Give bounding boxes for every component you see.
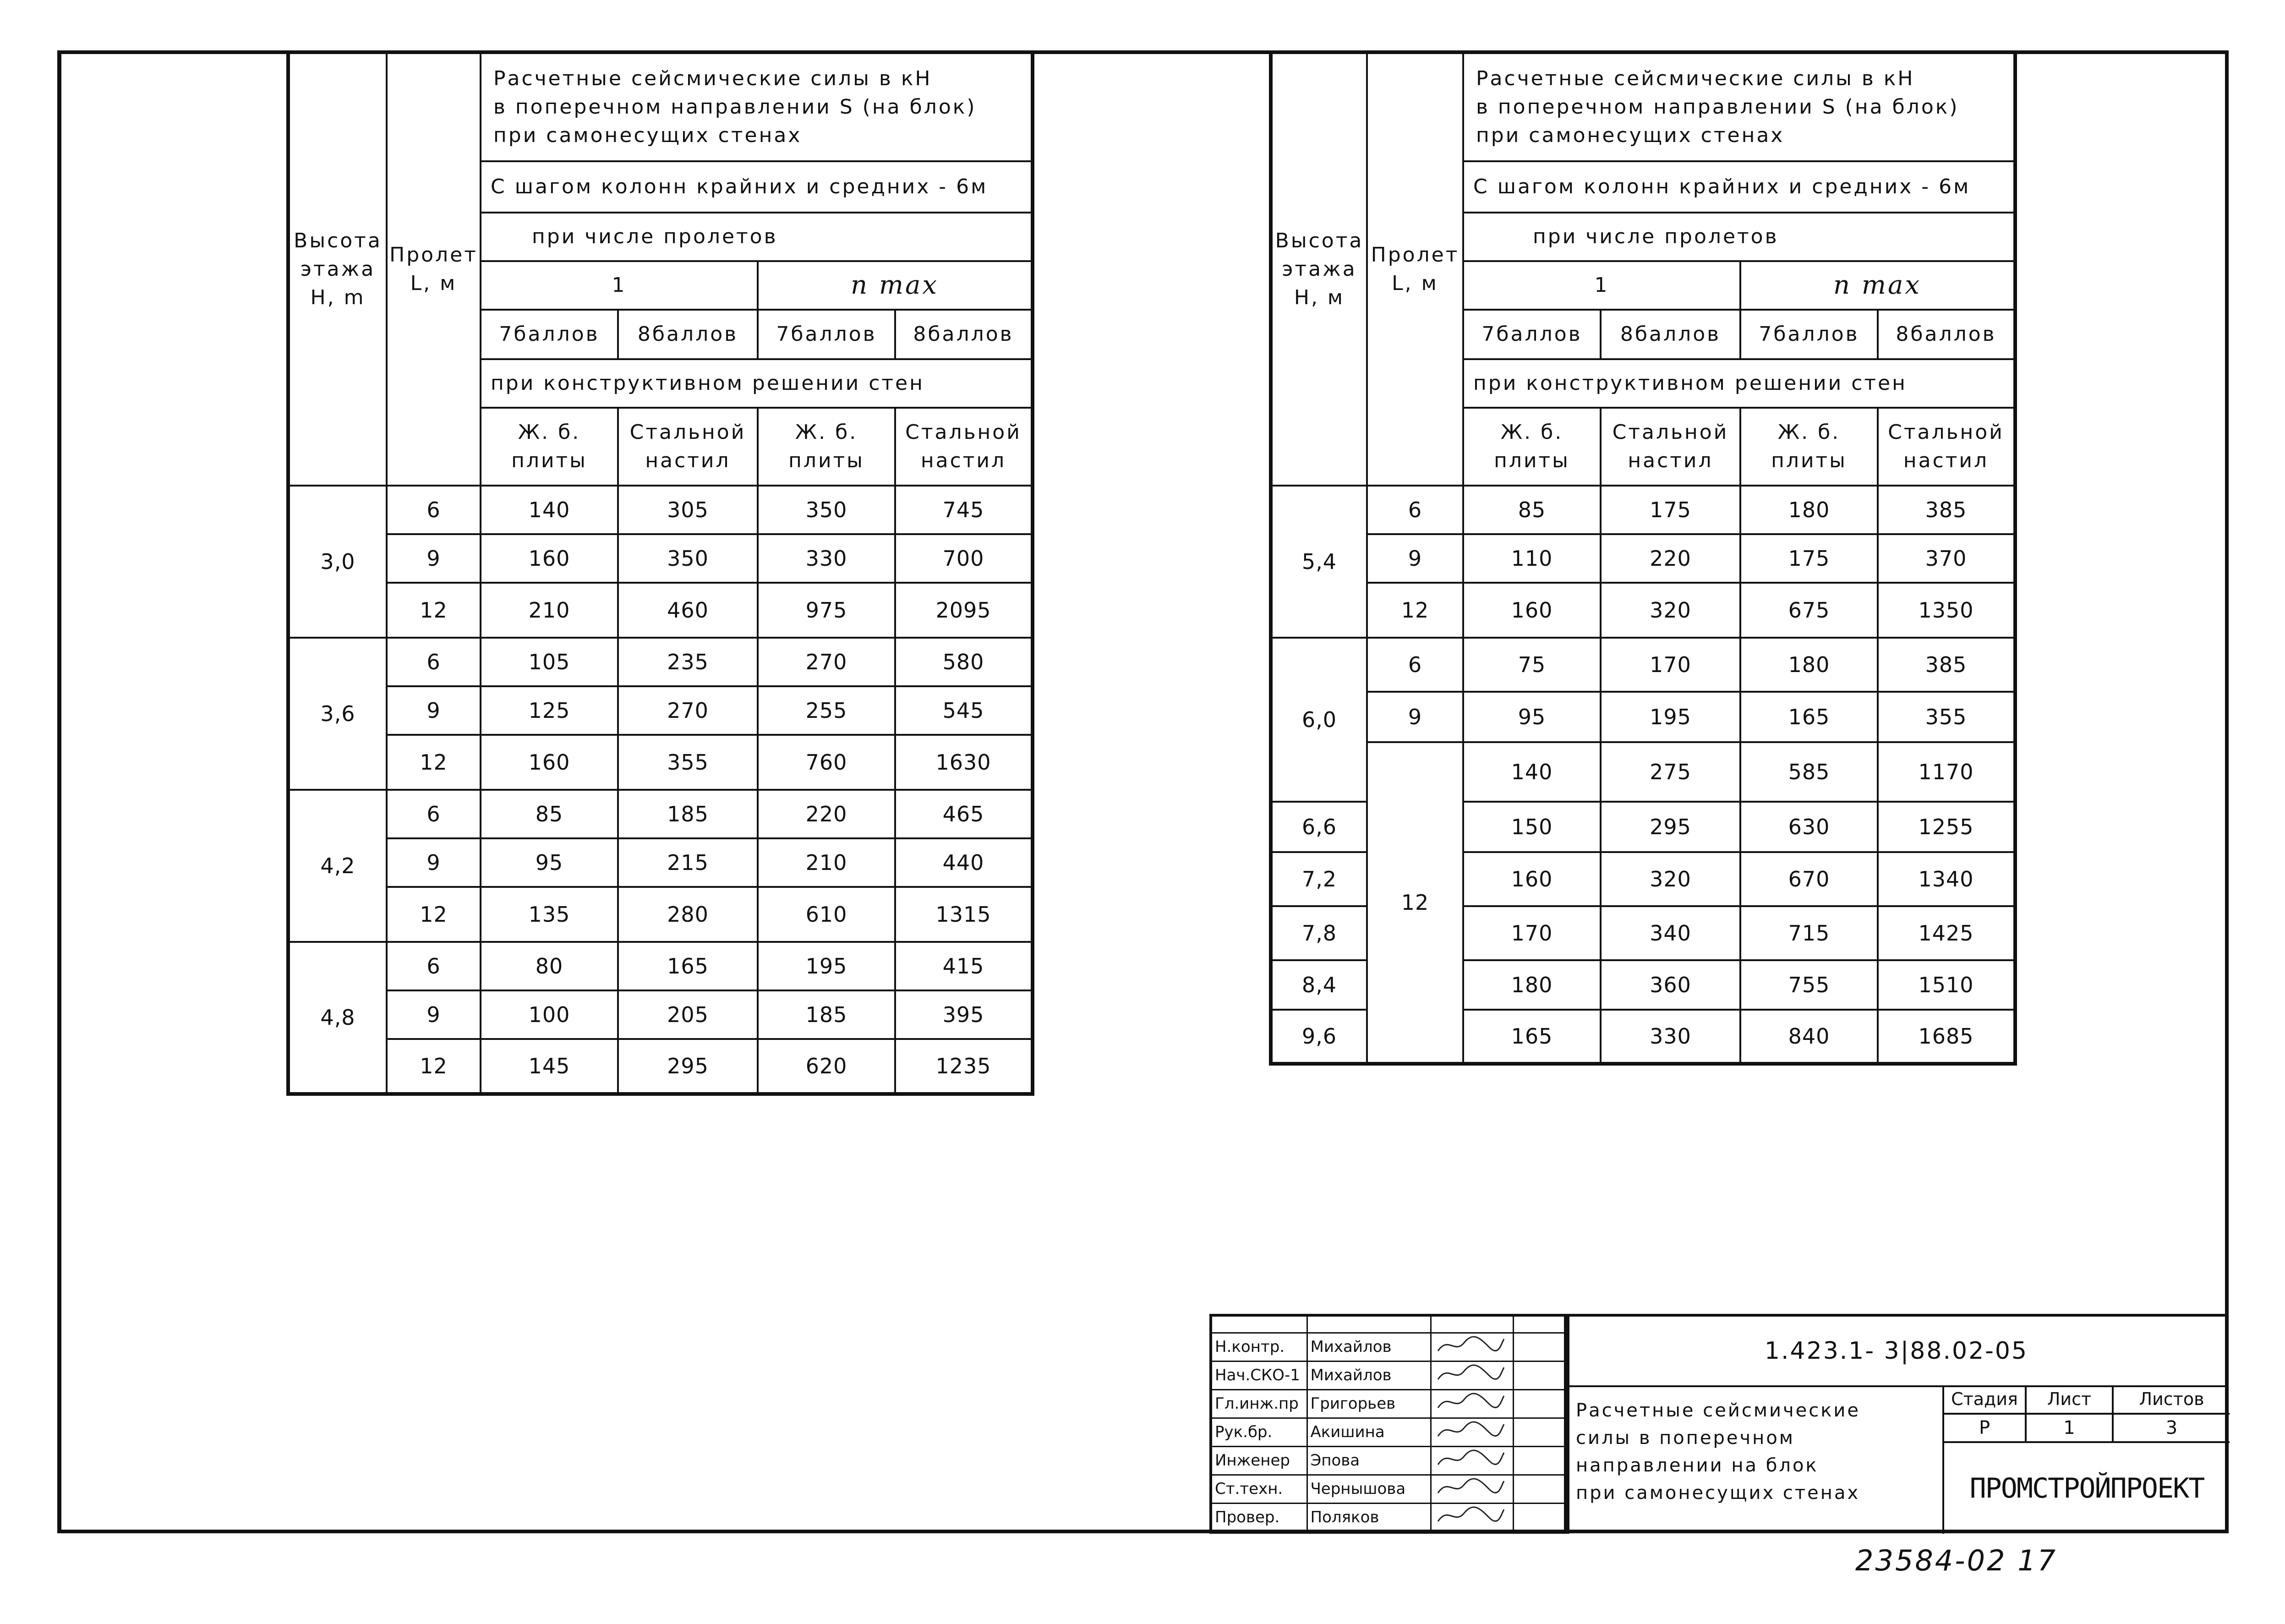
span-cell: 9: [387, 838, 481, 887]
stamp-name: Чернышова: [1307, 1475, 1431, 1503]
table-row: [288, 1039, 1033, 1094]
seismic-forces-table-right: [1269, 50, 2017, 1066]
signature-icon: [1434, 1476, 1508, 1498]
steel-deck-header: Стальной настил: [1878, 408, 2015, 486]
organization-name: ПРОМСТРОЙПРОЕКТ: [1943, 1442, 2230, 1534]
force-value-cell: 1425: [1878, 906, 2015, 960]
signature-cell: [1431, 1333, 1513, 1361]
title-line-1: Расчетные сейсмические силы в кН: [493, 67, 932, 90]
force-value-cell: 580: [895, 638, 1033, 686]
rc-slabs-header: Ж. б. плиты: [1463, 408, 1601, 486]
force-value-cell: 205: [618, 990, 758, 1039]
height-cell: 3,0: [288, 486, 387, 638]
stamp-date-cell: [1513, 1475, 1568, 1503]
force-value-cell: 1350: [1878, 583, 2015, 638]
force-value-cell: 255: [758, 686, 895, 735]
force-value-cell: 760: [758, 735, 895, 790]
force-value-cell: 165: [1463, 1010, 1601, 1064]
span-cell: 12: [1367, 583, 1463, 638]
force-value-cell: 95: [1463, 692, 1601, 742]
signature-cell: [1431, 1475, 1513, 1503]
height-cell: 6,6: [1271, 802, 1367, 852]
force-value-cell: 700: [895, 534, 1033, 583]
steel-deck-header: Стальной настил: [895, 408, 1033, 486]
stamp-role: Н.контр.: [1211, 1333, 1307, 1361]
sheets-label: Листов: [2113, 1385, 2230, 1414]
table-row: [288, 638, 1033, 686]
force-value-cell: 220: [1601, 534, 1740, 583]
document-description: [1576, 1397, 1942, 1507]
force-value-cell: 340: [1601, 906, 1740, 960]
steel-deck-header: Стальной настил: [1601, 408, 1740, 486]
intensity-7-header: 7баллов: [758, 310, 895, 359]
span-cell: 9: [1367, 692, 1463, 742]
table-row: [1271, 583, 2015, 638]
height-cell: 7,8: [1271, 906, 1367, 960]
table-row: [288, 735, 1033, 790]
span-cell: 6: [387, 486, 481, 534]
force-value-cell: 440: [895, 838, 1033, 887]
spans-nmax-header: n max: [758, 261, 1033, 310]
stamp-date-cell: [1513, 1389, 1568, 1418]
span-cell: 12: [387, 887, 481, 942]
force-value-cell: 630: [1740, 802, 1878, 852]
stamp-blank-cell: [1211, 1315, 1307, 1333]
force-value-cell: 1235: [895, 1039, 1033, 1094]
force-value-cell: 295: [1601, 802, 1740, 852]
force-value-cell: 840: [1740, 1010, 1878, 1064]
column-step-header: С шагом колонн крайних и средних - 6м: [1463, 161, 2015, 213]
height-cell: 3,6: [288, 638, 387, 790]
signature-icon: [1434, 1419, 1508, 1442]
force-value-cell: 275: [1601, 742, 1740, 802]
stamp-header-row: [1211, 1315, 1568, 1333]
table-row: [288, 686, 1033, 735]
description-line-3: направлении на блок: [1576, 1455, 1819, 1476]
force-value-cell: 330: [758, 534, 895, 583]
force-value-cell: 140: [1463, 742, 1601, 802]
force-value-cell: 160: [1463, 583, 1601, 638]
height-cell: 6,0: [1271, 638, 1367, 802]
stamp-row: [1211, 1418, 1568, 1446]
stamp-name: Михайлов: [1307, 1361, 1431, 1389]
force-value-cell: 975: [758, 583, 895, 638]
stamp-row: [1211, 1503, 1568, 1532]
intensity-8-header: 8баллов: [1601, 310, 1740, 359]
force-value-cell: 610: [758, 887, 895, 942]
stamp-role: Инженер: [1211, 1446, 1307, 1475]
force-value-cell: 270: [618, 686, 758, 735]
force-value-cell: 465: [895, 790, 1033, 838]
force-value-cell: 195: [1601, 692, 1740, 742]
force-value-cell: 215: [618, 838, 758, 887]
description-line-1: Расчетные сейсмические: [1576, 1400, 1860, 1421]
force-value-cell: 270: [758, 638, 895, 686]
stamp-role: Провер.: [1211, 1503, 1307, 1532]
force-value-cell: 85: [481, 790, 618, 838]
signature-cell: [1431, 1418, 1513, 1446]
force-value-cell: 110: [1463, 534, 1601, 583]
force-value-cell: 160: [481, 735, 618, 790]
force-value-cell: 280: [618, 887, 758, 942]
stamp-row: [1211, 1475, 1568, 1503]
signature-icon: [1434, 1334, 1508, 1356]
force-value-cell: 715: [1740, 906, 1878, 960]
sheets-value: 3: [2113, 1414, 2230, 1442]
force-value-cell: 170: [1601, 638, 1740, 692]
archive-number: 23584-02 17: [1855, 1544, 2058, 1577]
force-value-cell: 305: [618, 486, 758, 534]
stamp-role: Рук.бр.: [1211, 1418, 1307, 1446]
stamp-name: Акишина: [1307, 1418, 1431, 1446]
steel-deck-header: Стальной настил: [618, 408, 758, 486]
force-value-cell: 95: [481, 838, 618, 887]
signature-icon: [1434, 1447, 1508, 1470]
stamp-blank-cell: [1431, 1315, 1513, 1333]
stamp-role: Нач.СКО-1: [1211, 1361, 1307, 1389]
force-value-cell: 585: [1740, 742, 1878, 802]
stamp-role: Гл.инж.пр: [1211, 1389, 1307, 1418]
table-row: [1271, 534, 2015, 583]
intensity-8-header: 8баллов: [618, 310, 758, 359]
force-value-cell: 220: [758, 790, 895, 838]
force-value-cell: 1630: [895, 735, 1033, 790]
force-value-cell: 165: [618, 942, 758, 990]
height-cell: 5,4: [1271, 486, 1367, 638]
force-value-cell: 755: [1740, 960, 1878, 1010]
force-value-cell: 385: [1878, 638, 2015, 692]
description-line-4: при самонесущих стенах: [1576, 1482, 1860, 1504]
table-row: [288, 486, 1033, 534]
height-header-text: Высота этажа Н, м: [1275, 229, 1364, 309]
signature-cell: [1431, 1389, 1513, 1418]
stamp-row: [1211, 1389, 1568, 1418]
height-header-text: Высота этажа Н, m: [294, 229, 382, 309]
signature-cell: [1431, 1361, 1513, 1389]
span-cell: 6: [1367, 486, 1463, 534]
stamp-name: Эпова: [1307, 1446, 1431, 1475]
span-cell: 12: [387, 1039, 481, 1094]
sheet-label: Лист: [2026, 1385, 2113, 1414]
span-cell: 12: [387, 583, 481, 638]
description-line-2: силы в поперечном: [1576, 1427, 1795, 1449]
force-value-cell: 670: [1740, 852, 1878, 906]
force-value-cell: 140: [481, 486, 618, 534]
signature-cell: [1431, 1446, 1513, 1475]
seismic-forces-table-left: [286, 50, 1034, 1096]
force-value-cell: 1315: [895, 887, 1033, 942]
table-row: [288, 990, 1033, 1039]
force-value-cell: 295: [618, 1039, 758, 1094]
column-step-header: С шагом колонн крайних и средних - 6м: [481, 161, 1033, 213]
force-value-cell: 160: [1463, 852, 1601, 906]
force-value-cell: 75: [1463, 638, 1601, 692]
span-cell: 9: [1367, 534, 1463, 583]
title-line-3: при самонесущих стенах: [1476, 124, 1785, 147]
force-value-cell: 350: [618, 534, 758, 583]
force-value-cell: 320: [1601, 852, 1740, 906]
title-line-3: при самонесущих стенах: [493, 124, 802, 147]
rc-slabs-header: Ж. б. плиты: [1740, 408, 1878, 486]
stamp-role: Ст.техн.: [1211, 1475, 1307, 1503]
title-line-1: Расчетные сейсмические силы в кН: [1476, 67, 1915, 90]
intensity-8-header: 8баллов: [895, 310, 1033, 359]
signature-block: [1209, 1314, 1569, 1534]
force-value-cell: 320: [1601, 583, 1740, 638]
stamp-row: [1211, 1446, 1568, 1475]
wall-solution-header: при конструктивном решении стен: [481, 359, 1033, 408]
stamp-blank-cell: [1307, 1315, 1431, 1333]
span-header: [1367, 52, 1463, 486]
spans-one-header: 1: [481, 261, 758, 310]
stamp-blank-cell: [1513, 1315, 1568, 1333]
stamp-name: Поляков: [1307, 1503, 1431, 1532]
force-value-cell: 1340: [1878, 852, 2015, 906]
force-value-cell: 350: [758, 486, 895, 534]
force-value-cell: 105: [481, 638, 618, 686]
height-cell: 4,8: [288, 942, 387, 1094]
height-header: [288, 52, 387, 486]
stamp-row: [1211, 1333, 1568, 1361]
force-value-cell: 545: [895, 686, 1033, 735]
force-value-cell: 195: [758, 942, 895, 990]
span-cell: 6: [387, 638, 481, 686]
force-value-cell: 210: [481, 583, 618, 638]
intensity-7-header: 7баллов: [481, 310, 618, 359]
document-code: 1.423.1- 3|88.02-05: [1567, 1317, 2226, 1387]
force-value-cell: 185: [758, 990, 895, 1039]
force-value-cell: 180: [1740, 486, 1878, 534]
force-value-cell: 355: [1878, 692, 2015, 742]
force-value-cell: 1510: [1878, 960, 2015, 1010]
force-value-cell: 370: [1878, 534, 2015, 583]
signature-icon: [1434, 1390, 1508, 1413]
stamp-row: [1211, 1361, 1568, 1389]
force-value-cell: 385: [1878, 486, 2015, 534]
signature-cell: [1431, 1503, 1513, 1532]
force-value-cell: 180: [1463, 960, 1601, 1010]
span-cell: 9: [387, 990, 481, 1039]
force-value-cell: 1255: [1878, 802, 2015, 852]
force-value-cell: 160: [481, 534, 618, 583]
table-row: [1271, 692, 2015, 742]
force-value-cell: 1170: [1878, 742, 2015, 802]
stamp-date-cell: [1513, 1418, 1568, 1446]
table-row: [1271, 638, 2015, 692]
span-cell: 6: [387, 942, 481, 990]
force-value-cell: 150: [1463, 802, 1601, 852]
force-value-cell: 165: [1740, 692, 1878, 742]
table-title: [1463, 52, 2015, 161]
title-block-main: [1564, 1314, 2229, 1533]
table-row: [1271, 486, 2015, 534]
stage-label: Стадия: [1943, 1385, 2026, 1414]
force-value-cell: 210: [758, 838, 895, 887]
force-value-cell: 360: [1601, 960, 1740, 1010]
stage-value: Р: [1943, 1414, 2026, 1442]
force-value-cell: 395: [895, 990, 1033, 1039]
force-value-cell: 185: [618, 790, 758, 838]
force-value-cell: 80: [481, 942, 618, 990]
span-cell: 9: [387, 534, 481, 583]
title-line-2: в поперечном направлении S (на блок): [1476, 95, 1959, 119]
signature-icon: [1434, 1504, 1508, 1527]
force-value-cell: 175: [1740, 534, 1878, 583]
stamp-date-cell: [1513, 1361, 1568, 1389]
title-line-2: в поперечном направлении S (на блок): [493, 95, 977, 119]
height-cell: 9,6: [1271, 1010, 1367, 1064]
force-value-cell: 620: [758, 1039, 895, 1094]
spans-count-header: при числе пролетов: [481, 213, 1033, 261]
spans-count-header: при числе пролетов: [1463, 213, 2015, 261]
force-value-cell: 745: [895, 486, 1033, 534]
rc-slabs-header: Ж. б. плиты: [758, 408, 895, 486]
spans-nmax-header: n max: [1740, 261, 2015, 310]
span-cell: 12: [387, 735, 481, 790]
force-value-cell: 675: [1740, 583, 1878, 638]
span-cell: 6: [1367, 638, 1463, 692]
stamp-name: Михайлов: [1307, 1333, 1431, 1361]
force-value-cell: 355: [618, 735, 758, 790]
force-value-cell: 125: [481, 686, 618, 735]
height-cell: 7,2: [1271, 852, 1367, 906]
table-row: [288, 838, 1033, 887]
height-cell: 4,2: [288, 790, 387, 942]
stamp-date-cell: [1513, 1503, 1568, 1532]
span-cell: 9: [387, 686, 481, 735]
sheet-value: 1: [2026, 1414, 2113, 1442]
rc-slabs-header: Ж. б. плиты: [481, 408, 618, 486]
force-value-cell: 100: [481, 990, 618, 1039]
force-value-cell: 175: [1601, 486, 1740, 534]
table-row: [288, 887, 1033, 942]
wall-solution-header: при конструктивном решении стен: [1463, 359, 2015, 408]
force-value-cell: 2095: [895, 583, 1033, 638]
force-value-cell: 415: [895, 942, 1033, 990]
span-header-text: Пролет L, м: [389, 243, 478, 295]
force-value-cell: 145: [481, 1039, 618, 1094]
span-cell: 12: [1367, 742, 1463, 1064]
force-value-cell: 330: [1601, 1010, 1740, 1064]
table-title: [481, 52, 1033, 161]
span-header-text: Пролет L, м: [1371, 243, 1460, 295]
span-cell: 6: [387, 790, 481, 838]
intensity-7-header: 7баллов: [1463, 310, 1601, 359]
span-header: [387, 52, 481, 486]
table-row: [288, 790, 1033, 838]
spans-one-header: 1: [1463, 261, 1740, 310]
height-cell: 8,4: [1271, 960, 1367, 1010]
stamp-date-cell: [1513, 1333, 1568, 1361]
intensity-8-header: 8баллов: [1878, 310, 2015, 359]
force-value-cell: 180: [1740, 638, 1878, 692]
stamp-date-cell: [1513, 1446, 1568, 1475]
table-row: [288, 583, 1033, 638]
stage-sheet-table: [1942, 1385, 2230, 1534]
force-value-cell: 235: [618, 638, 758, 686]
signature-icon: [1434, 1362, 1508, 1385]
force-value-cell: 85: [1463, 486, 1601, 534]
force-value-cell: 135: [481, 887, 618, 942]
table-row: [1271, 742, 2015, 802]
force-value-cell: 1685: [1878, 1010, 2015, 1064]
intensity-7-header: 7баллов: [1740, 310, 1878, 359]
table-row: [288, 534, 1033, 583]
table-row: [288, 942, 1033, 990]
force-value-cell: 170: [1463, 906, 1601, 960]
height-header: [1271, 52, 1367, 486]
stamp-name: Григорьев: [1307, 1389, 1431, 1418]
force-value-cell: 460: [618, 583, 758, 638]
